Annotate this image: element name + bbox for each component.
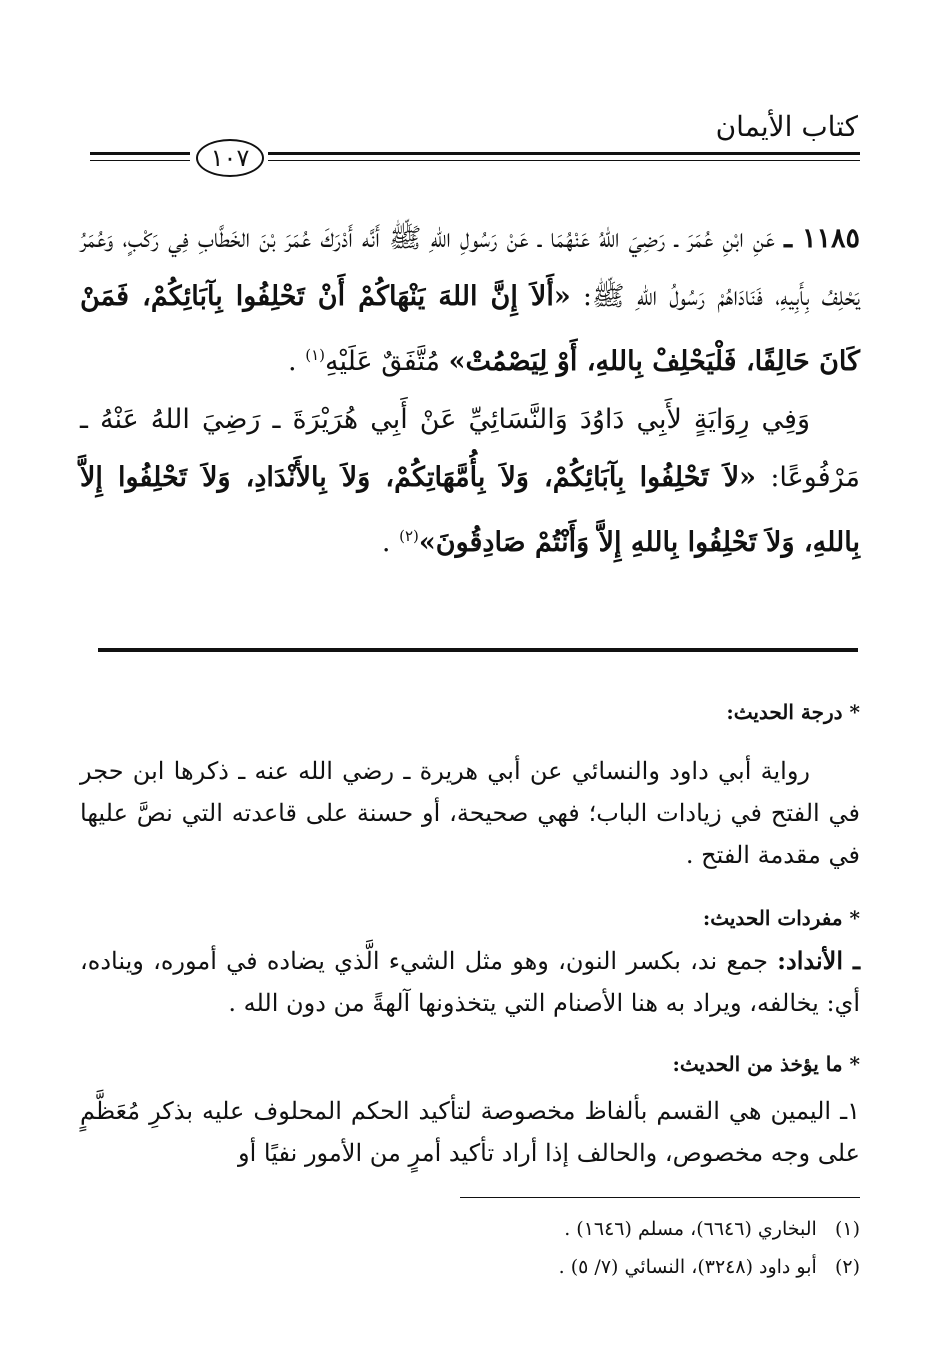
hadith-quote: «أَلاَ إِنَّ اللهَ يَنْهَاكُمْ أَنْ تَحْلِفُوا بِآبَائِكُمْ، فَمَنْ كَانَ حَالِفًا، فَلْيَحْلِفْ بِاللهِ، أَوْ لِيَصْمُتْ» [80, 281, 860, 377]
hadith-end: . [288, 346, 306, 377]
page-number: ١٠٧ [196, 139, 264, 177]
hadith-intro: عَنِ ابْنِ عُمَرَ ـ رَضِيَ اللهُ عَنْهُمَا ـ عَنْ رَسُولِ اللهِ ﷺ أَنَّه أَدْرَكَ عُمَرَ بْنَ الخَطَّابِ فِي رَكْبٍ، وَعُمَرُ يَحْلِفُ بِأَبِيهِ، فَنَادَاهُمْ رَسُولُ اللهِ ﷺ: [80, 223, 860, 312]
riwaya-end: . [381, 527, 400, 558]
section-separator [98, 648, 858, 652]
header-rule-left [90, 152, 190, 155]
vocab-heading: * مفردات الحديث: [702, 906, 860, 930]
footnote-1 [564, 1218, 860, 1240]
footnote-2-text: أبو داود (٣٢٤٨)، النسائي (٧/ ٥) . [558, 1256, 817, 1278]
riwaya-intro: وَفِي رِوَايَةٍ لأَبِي دَاوُدَ وَالنَّسَائِيِّ عَنْ أَبِي هُرَيْرَةَ ـ رَضِيَ اللهُ عَنْهُ ـ مَرْفُوعًا: [80, 404, 860, 493]
hadith-number: ١١٨٥ ـ [784, 223, 860, 254]
footnote-1-text: البخاري (٦٦٤٦)، مسلم (١٦٤٦) . [564, 1218, 817, 1240]
header-rule-right-thin [268, 160, 860, 161]
riwaya-quote: «لاَ تَحْلِفُوا بِآبَائِكُمْ، وَلاَ بِأُمَّهَاتِكُمْ، وَلاَ بِالأَنْدَادِ، وَلاَ تَحْلِفُوا إِلاَّ بِاللهِ، وَلاَ تَحْلِفُوا بِاللهِ إِلاَّ وَأَنْتُمْ صَادِقُونَ» [80, 462, 860, 558]
vocab-entry [80, 940, 860, 1024]
header-rule-left-thin [90, 160, 190, 161]
footnote-2-mark: (٢) [834, 1256, 860, 1278]
grade-heading: * درجة الحديث: [726, 700, 860, 724]
hadith-main [80, 210, 860, 391]
grade-text: رواية أبي داود والنسائي عن أبي هريرة ـ رضي الله عنه ـ ذكرها ابن حجر في الفتح في زيادات الباب؛ فهي صحيحة، أو حسنة على قاعدته التي نصَّ عليها في مقدمة الفتح . [80, 757, 860, 869]
header-rule-right [268, 152, 860, 155]
footnote-1-mark: (١) [834, 1218, 860, 1240]
vocab-term: ـ الأنداد: [777, 946, 861, 975]
lesson-1: ١ـ اليمين هي القسم بألفاظ مخصوصة لتأكيد الحكم المحلوف عليه بذكرِ مُعَظَّمٍ على وجه مخصوص، والحالف إذا أراد تأكيد أمرٍ من الأمور نفيًا أو [80, 1097, 860, 1167]
hadith-block [80, 210, 860, 572]
footnote-mark-2: (٢) [399, 527, 419, 545]
running-title: كتاب الأيمان [715, 110, 858, 143]
hadith-outro: مُتَّفَقٌ عَلَيْهِ [324, 346, 449, 377]
footnote-rule [460, 1197, 860, 1198]
lessons-heading: * ما يؤخذ من الحديث: [672, 1052, 860, 1076]
footnote-mark-1: (١) [305, 346, 325, 364]
hadith-riwaya [80, 391, 860, 572]
footnote-2 [559, 1256, 860, 1278]
vocab-text: جمع ند، بكسر النون، وهو مثل الشيء الَّذي يضاده في أموره، ويناده، أي: يخالفه، ويراد به هنا الأصنام التي يتخذونها آلهةً من دون الله . [80, 947, 860, 1017]
